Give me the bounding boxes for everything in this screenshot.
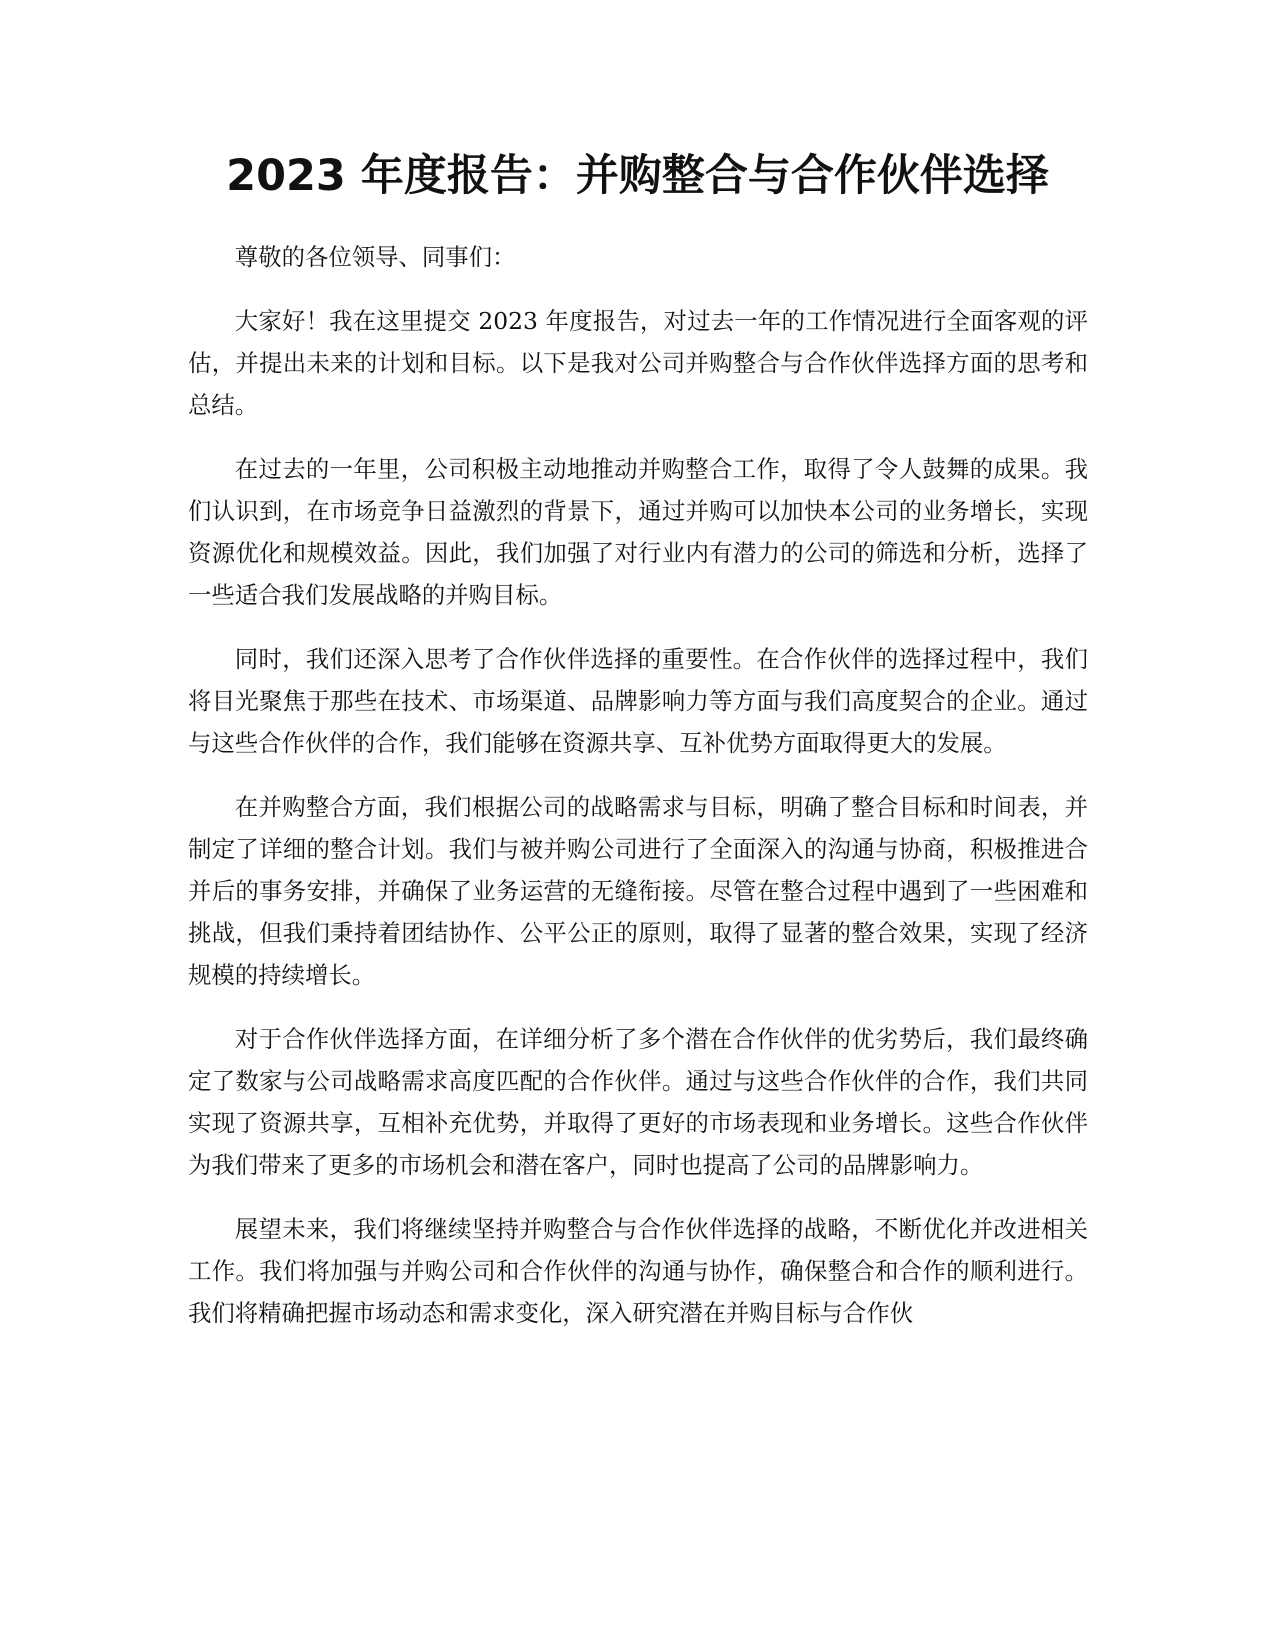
partner-importance-paragraph: 同时，我们还深入思考了合作伙伴选择的重要性。在合作伙伴的选择过程中，我们将目光聚焦于那些在技术、市场渠道、品牌影响力等方面与我们高度契合的企业。通过与这些合作伙伴的合作，我们能够在资源共享、互补优势方面取得更大的发展。 — [188, 645, 1088, 757]
intro-paragraph: 大家好！我在这里提交 2023 年度报告，对过去一年的工作情况进行全面客观的评估，并提出未来的计划和目标。以下是我对公司并购整合与合作伙伴选择方面的思考和总结。 — [188, 307, 1088, 419]
page-title: 2023 年度报告：并购整合与合作伙伴选择 — [226, 151, 1049, 201]
integration-paragraph: 在并购整合方面，我们根据公司的战略需求与目标，明确了整合目标和时间表，并制定了详细的整合计划。我们与被并购公司进行了全面深入的沟通与协商，积极推进合并后的事务安排，并确保了业务运营的无缝衔接。尽管在整合过程中遇到了一些困难和挑战，但我们秉持着团结协作、公平公正的原则，取得了显著的整合效果，实现了经济规模的持续增长。 — [188, 793, 1088, 989]
mna-progress-paragraph: 在过去的一年里，公司积极主动地推动并购整合工作，取得了令人鼓舞的成果。我们认识到，在市场竞争日益激烈的背景下，通过并购可以加快本公司的业务增长，实现资源优化和规模效益。因此，我们加强了对行业内有潜力的公司的筛选和分析，选择了一些适合我们发展战略的并购目标。 — [188, 455, 1088, 609]
partner-selection-paragraph: 对于合作伙伴选择方面，在详细分析了多个潜在合作伙伴的优劣势后，我们最终确定了数家与公司战略需求高度匹配的合作伙伴。通过与这些合作伙伴的合作，我们共同实现了资源共享，互相补充优势，并取得了更好的市场表现和业务增长。这些合作伙伴为我们带来了更多的市场机会和潜在客户，同时也提高了公司的品牌影响力。 — [188, 1025, 1088, 1179]
outlook-paragraph: 展望未来，我们将继续坚持并购整合与合作伙伴选择的战略，不断优化并改进相关工作。我们将加强与并购公司和合作伙伴的沟通与协作，确保整合和合作的顺利进行。我们将精确把握市场动态和需求变化，深入研究潜在并购目标与合作伙 — [188, 1215, 1088, 1327]
document-body — [188, 236, 1088, 1356]
salutation-paragraph: 尊敬的各位领导、同事们： — [234, 243, 516, 271]
